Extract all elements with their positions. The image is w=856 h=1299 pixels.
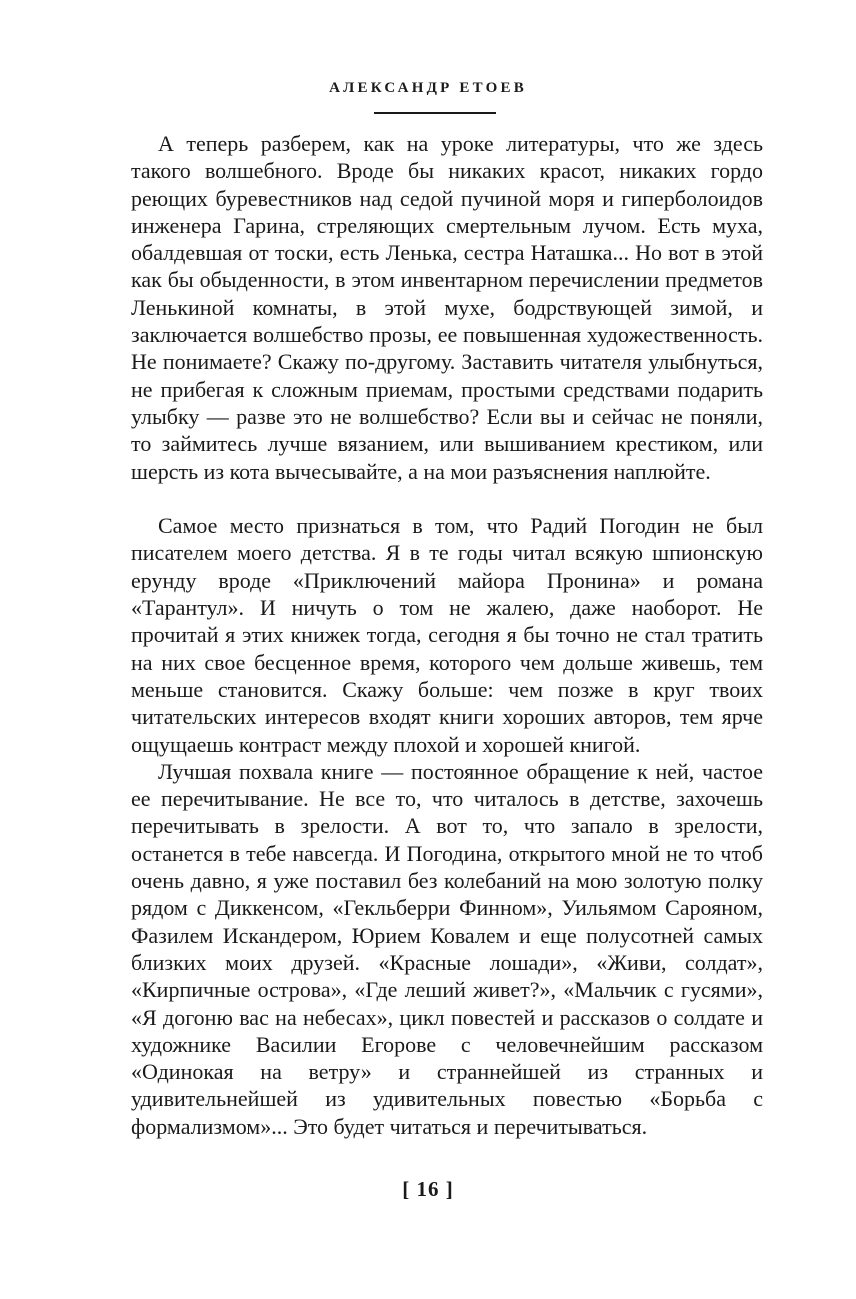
page-number: [ 16 ] [402,1177,454,1201]
body-text [131,130,763,1140]
header-rule [374,112,496,114]
running-head-author: АЛЕКСАНДР ЕТОЕВ [329,80,527,96]
paragraph-1: А теперь разберем, как на уроке литературы, что же здесь такого волшебного. Вроде бы никаких красот, никаких гордо реющих буревестников над седой пучиной моря и гиперболоидов инженера Гарина, стреляющих смертельным лучом. Есть муха, обалдевшая от тоски, есть Ленька, сестра Наташка... Но вот в этой как бы обыденности, в этом инвентарном перечислении предметов Ленькиной комнаты, в этой мухе, бодрствующей зимой, и заключается волшебство прозы, ее повышенная художественность. Не понимаете? Скажу по-другому. Заставить читателя улыбнуться, не прибегая к сложным приемам, простыми средствами подарить улыбку — разве это не волшебство? Если вы и сейчас не поняли, то займитесь лучше вязанием, или вышиванием крестиком, или шерсть из кота вычесывайте, а на мои разъяснения наплюйте. [131,131,763,484]
paragraph-3: Лучшая похвала книге — постоянное обращение к ней, частое ее перечитывание. Не все то, что читалось в детстве, захочешь перечитывать в зрелости. А вот то, что запало в зрелости, останется в тебе навсегда. И Погодина, открытого мной не то чтоб очень давно, я уже поставил без колебаний на мою золотую полку рядом с Диккенсом, «Гекльберри Финном», Уильямом Сарояном, Фазилем Искандером, Юрием Ковалем и еще полусотней самых близких моих друзей. «Красные лошади», «Живи, солдат», «Кирпичные острова», «Где леший живет?», «Мальчик с гусями», «Я догоню вас на небесах», цикл повестей и рассказов о солдате и художнике Василии Егорове с человечнейшим рассказом «Одинокая на ветру» и страннейшей из странных и удивительнейшей из удивительных повестью «Борьба с формализмом»... Это будет читаться и перечитываться. [131,758,763,1139]
paragraph-2: Самое место признаться в том, что Радий Погодин не был писателем моего детства. Я в те годы читал всякую шпионскую ерунду вроде «Приключений майора Пронина» и романа «Тарантул». И ничуть о том не жалею, даже наоборот. Не прочитай я этих книжек тогда, сегодня я бы точно не стал тратить на них свое бесценное время, которого чем дольше живешь, тем меньше становится. Скажу больше: чем позже в круг твоих читательских интересов входят книги хороших авторов, тем ярче ощущаешь контраст между плохой и хорошей книгой. [131,513,763,757]
